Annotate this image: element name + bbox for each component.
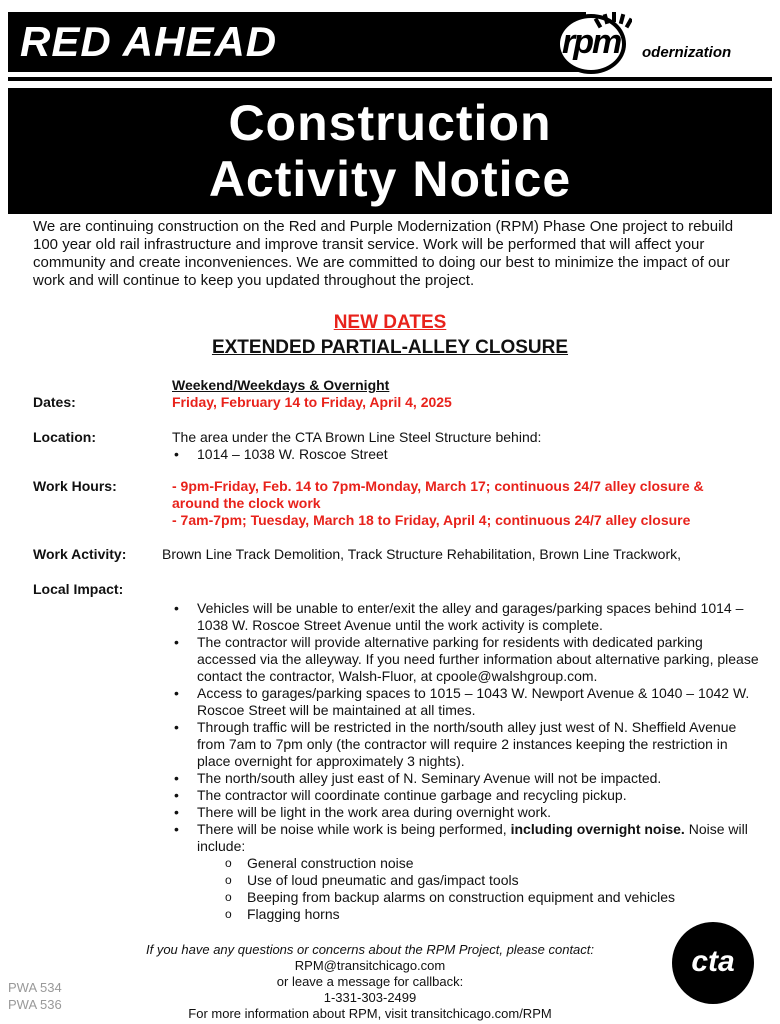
noise-item: o Beeping from backup alarms on construction equipment and vehicles xyxy=(197,889,762,906)
impact-item: • Access to garages/parking spaces to 1015 – 1043 W. Newport Avenue & 1040 – 1042 W. Roscoe Street will be maintained at all times. xyxy=(172,685,762,719)
contact-intro: If you have any questions or concerns about the RPM Project, please contact: xyxy=(145,942,595,957)
impact-item: • The contractor will coordinate continue garbage and recycling pickup. xyxy=(172,787,762,804)
red-ahead-logo: RED AHEAD xyxy=(20,18,278,65)
impact-item: • The contractor will provide alternative parking for residents with dedicated parking accessed via the alleyway. If you need further information about alternative parking, please contact the contractor, Walsh-Fluor, at cpoole@walshgroup.com. xyxy=(172,634,762,685)
noise-sublist xyxy=(197,855,762,923)
impact-item: • The north/south alley just east of N. Seminary Avenue will not be impacted. xyxy=(172,770,762,787)
contact-or-line: or leave a message for callback: xyxy=(276,974,464,989)
rpm-modernization-logo xyxy=(548,10,774,76)
impact-item: • There will be light in the work area during overnight work. xyxy=(172,804,762,821)
contact-phone[interactable]: 1-331-303-2499 xyxy=(323,990,417,1005)
closure-heading: EXTENDED PARTIAL-ALLEY CLOSURE xyxy=(211,337,569,358)
pwa-code-2: PWA 536 xyxy=(8,997,62,1012)
work-activity-value: Brown Line Track Demolition, Track Structure Rehabilitation, Brown Line Trackwork, xyxy=(162,546,681,562)
title-line-2: Activity Notice xyxy=(208,151,572,207)
noise-prefix: There will be noise while work is being performed, xyxy=(197,821,511,837)
pwa-code-1: PWA 534 xyxy=(8,980,62,995)
new-dates-heading: NEW DATES xyxy=(333,312,447,333)
location-item: • 1014 – 1038 W. Roscoe Street xyxy=(172,446,762,463)
noise-suffix: Noise will include: xyxy=(197,821,748,854)
rpm-logo-word: odernization xyxy=(642,44,732,61)
impact-item: • Through traffic will be restricted in the north/south alley just west of N. Sheffield Avenue from 7am to 7pm only (the contractor will require 2 instances keeping the restriction in place overnight for approximately 3 nights). xyxy=(172,719,762,770)
impact-item: • Vehicles will be unable to enter/exit the alley and garages/parking spaces behind 1014 – 1038 W. Roscoe Street Avenue until the work activity is complete. xyxy=(172,600,762,634)
impact-item-noise xyxy=(172,821,762,923)
work-activity-label: Work Activity: xyxy=(33,546,127,562)
noise-item: o Flagging horns xyxy=(197,906,762,923)
location-value: The area under the CTA Brown Line Steel Structure behind: xyxy=(172,429,542,445)
rpm-logo-mark: rpm xyxy=(562,23,621,61)
impact-list xyxy=(172,600,762,923)
cta-logo xyxy=(672,922,754,1004)
work-hours-line-2: - 7am-7pm; Tuesday, March 18 to Friday, April 4; continuous 24/7 alley closure xyxy=(172,512,691,528)
cta-logo-text: cta xyxy=(691,945,735,978)
work-hours-line-1: - 9pm-Friday, Feb. 14 to 7pm-Monday, March 17; continuous 24/7 alley closure & around the clock work xyxy=(172,478,704,511)
noise-item: o Use of loud pneumatic and gas/impact tools xyxy=(197,872,762,889)
title-line-1: Construction xyxy=(228,95,552,151)
noise-bold: including overnight noise. xyxy=(510,821,685,837)
work-hours-label: Work Hours: xyxy=(33,478,117,494)
dates-subheading: Weekend/Weekdays & Overnight xyxy=(172,377,390,393)
intro-paragraph: We are continuing construction on the Red and Purple Modernization (RPM) Phase One project to rebuild 100 year old rail infrastructure and improve transit service. Work will be performed that will affect your community and create inconveniences. We are committed to doing our best to minimize the impact of our work and will continue to keep you updated throughout the project. xyxy=(33,218,734,289)
dates-value: Friday, February 14 to Friday, April 4, 2025 xyxy=(172,394,452,410)
location-list xyxy=(172,446,762,463)
contact-email[interactable]: RPM@transitchicago.com xyxy=(294,958,446,973)
title-block xyxy=(8,88,772,214)
dates-label: Dates: xyxy=(33,394,76,410)
header-divider xyxy=(8,77,772,81)
noise-item: o General construction noise xyxy=(197,855,762,872)
local-impact-label: Local Impact: xyxy=(33,581,124,597)
contact-more-info[interactable]: For more information about RPM, visit transitchicago.com/RPM xyxy=(188,1006,552,1021)
location-label: Location: xyxy=(33,429,96,445)
